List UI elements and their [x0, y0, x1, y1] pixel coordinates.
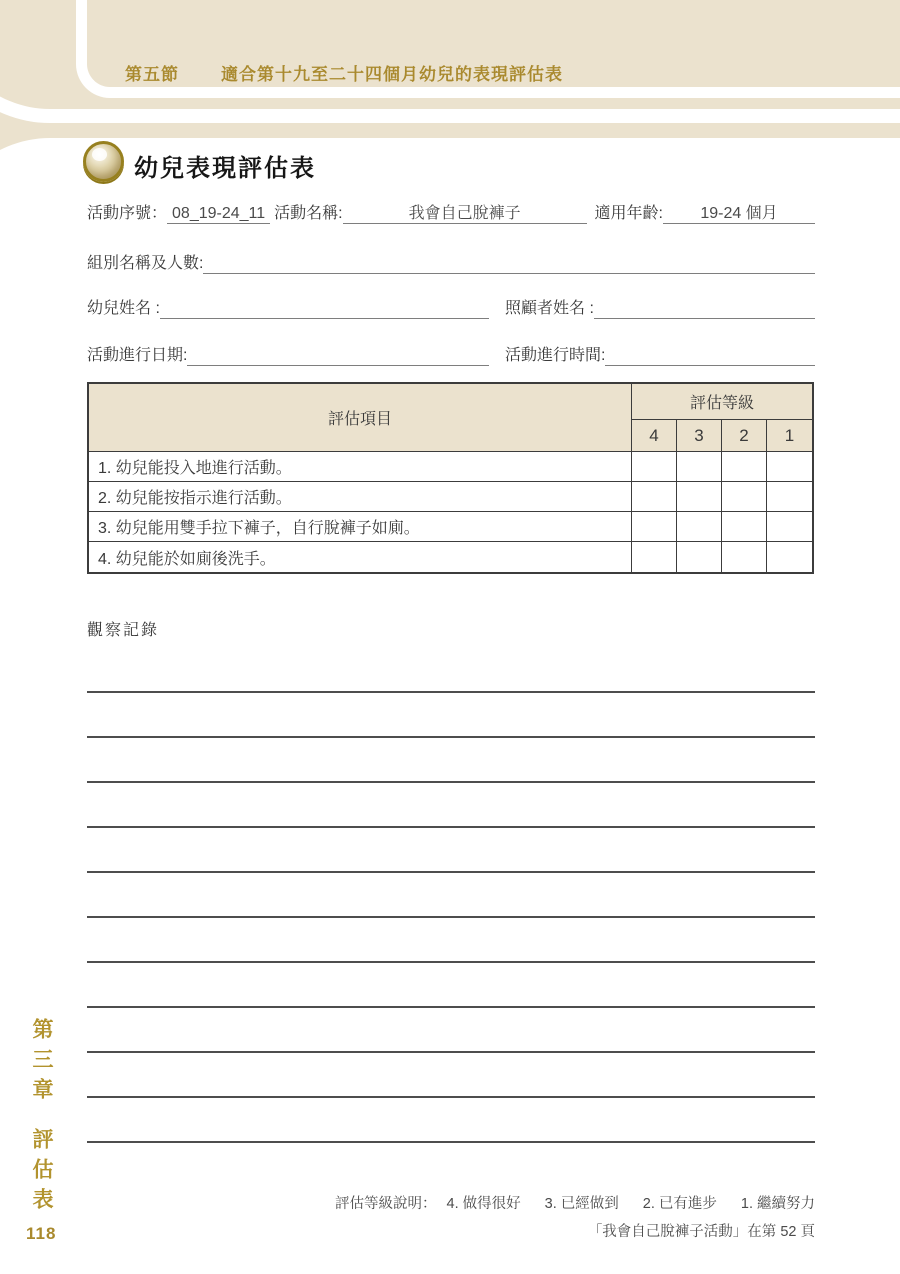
ruled-line: [87, 1141, 815, 1143]
rating-cell: [767, 452, 812, 482]
legend-item: 1. 繼續努力: [740, 1196, 815, 1212]
ruled-line: [87, 1051, 815, 1053]
rating-level-1: 1: [767, 420, 812, 452]
rating-cell: [677, 512, 722, 542]
table-row-label: 4. 幼兒能於如廁後洗手。: [89, 542, 632, 572]
activity-no-value: 08_19-24_11: [167, 205, 270, 224]
rating-level-4: 4: [632, 420, 677, 452]
ruled-line: [87, 1096, 815, 1098]
caregiver-label: 照顧者姓名 :: [505, 300, 594, 317]
legend-label: 評估等級說明：: [335, 1196, 437, 1212]
ruled-line: [87, 916, 815, 918]
age-label: 適用年齡:: [594, 205, 663, 222]
sidebar-chapter: 第三章: [30, 1018, 53, 1108]
legend-item: 4. 做得很好: [446, 1196, 521, 1212]
child-name-field: [160, 296, 489, 319]
ruled-line: [87, 736, 815, 738]
form-title: 幼兒表現評估表: [134, 155, 316, 182]
page-number: 118: [26, 1224, 57, 1243]
ruled-line: [87, 826, 815, 828]
activity-time-label: 活動進行時間:: [505, 347, 606, 364]
names-row: [87, 295, 815, 319]
rating-cell: [632, 512, 677, 542]
ruled-line: [87, 871, 815, 873]
age-field: 19-24 個月: [663, 200, 815, 224]
rating-cell: [722, 512, 767, 542]
rating-cell: [722, 542, 767, 572]
sidebar-section: 評估表: [30, 1128, 53, 1218]
rating-cell: [632, 482, 677, 512]
activity-date-label: 活動進行日期:: [87, 347, 188, 364]
table-row-label: 3. 幼兒能用雙手拉下褲子，自行脫褲子如廁。: [89, 512, 632, 542]
activity-no-label: 活動序號：: [87, 205, 168, 222]
rating-cell: [632, 542, 677, 572]
chapter-section-header: [125, 60, 563, 85]
child-name-label: 幼兒姓名 :: [87, 300, 160, 317]
activity-name-field: 我會自己脫褲子: [343, 200, 587, 224]
rating-level-2: 2: [722, 420, 767, 452]
rating-level-3: 3: [677, 420, 722, 452]
group-label: 組別名稱及人數:: [87, 255, 204, 272]
rating-cell: [632, 452, 677, 482]
activity-name-label: 活動名稱:: [274, 205, 343, 222]
caregiver-field: [594, 296, 815, 319]
ruled-line: [87, 691, 815, 693]
legend-item: 3. 已經做到: [544, 1196, 619, 1212]
sidebar-chapter-tab: [26, 1018, 56, 1218]
section-title: 適合第十九至二十四個月幼兒的表現評估表: [221, 65, 563, 84]
rating-cell: [722, 452, 767, 482]
group-info-row: [87, 250, 815, 274]
table-header-rating: 評估等級: [632, 384, 812, 420]
rating-cell: [767, 512, 812, 542]
rating-cell: [677, 482, 722, 512]
ruled-lines: [87, 691, 815, 1186]
activity-time-field: [605, 343, 815, 366]
legend-item: 2. 已有進步: [642, 1196, 717, 1212]
activity-date-field: [187, 343, 489, 366]
rating-cell: [767, 482, 812, 512]
datetime-row: [87, 342, 815, 366]
table-header-items: 評估項目: [89, 384, 632, 452]
ruled-line: [87, 961, 815, 963]
table-row-label: 2. 幼兒能按指示進行活動。: [89, 482, 632, 512]
activity-info-row: [87, 200, 815, 224]
rating-cell: [677, 542, 722, 572]
rating-cell: [677, 452, 722, 482]
pearl-bullet-icon: [83, 141, 124, 182]
rating-legend: [335, 1192, 815, 1213]
rating-cell: [767, 542, 812, 572]
group-field: [203, 251, 815, 274]
observation-label: 觀察記錄: [87, 622, 160, 639]
ruled-line: [87, 781, 815, 783]
activity-page-reference: 「我會自己脫褲子活動」在第 52 頁: [587, 1224, 815, 1240]
table-row-label: 1. 幼兒能投入地進行活動。: [89, 452, 632, 482]
section-number: 第五節: [125, 65, 179, 84]
assessment-table: [87, 382, 814, 574]
ruled-line: [87, 1006, 815, 1008]
rating-cell: [722, 482, 767, 512]
